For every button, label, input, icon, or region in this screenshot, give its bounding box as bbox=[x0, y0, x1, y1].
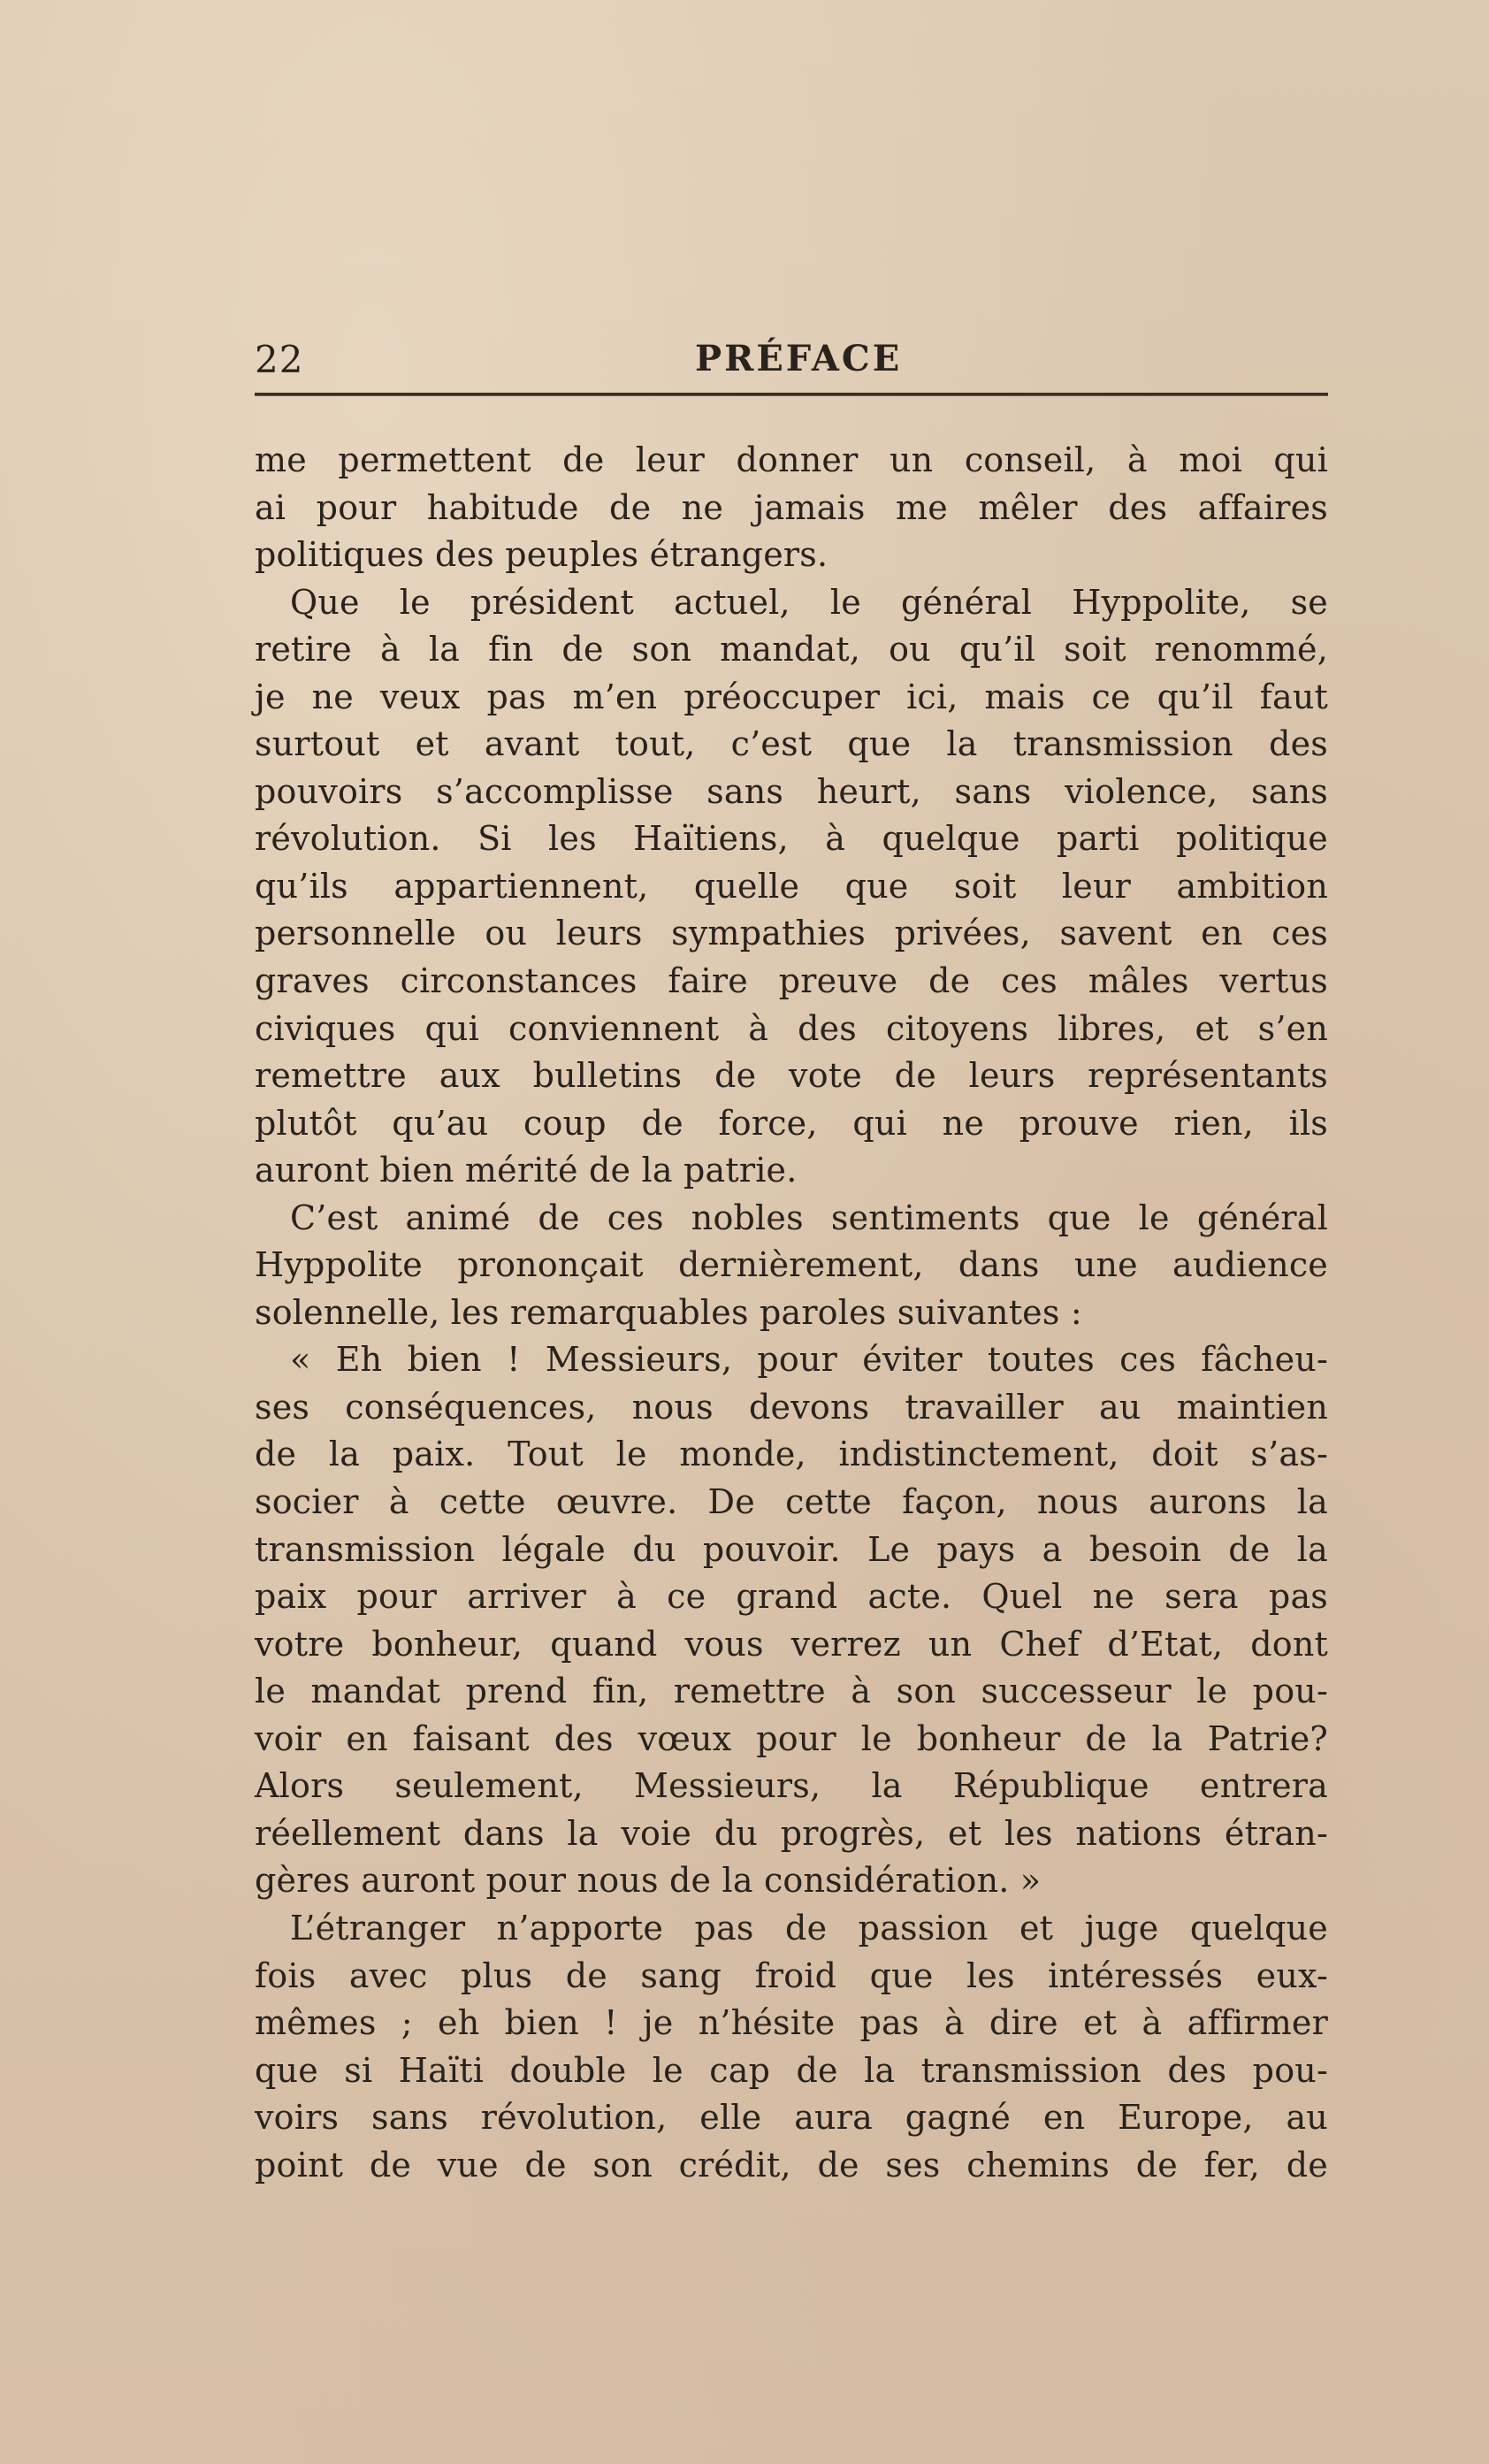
text-line: gères auront pour nous de la considération. » bbox=[255, 1861, 1042, 1901]
text-line: le mandat prend fin, remettre à son successeur le pou- bbox=[255, 1672, 1328, 1711]
text-line: remettre aux bulletins de vote de leurs représentants bbox=[255, 1056, 1328, 1096]
text-line: graves circonstances faire preuve de ces mâles vertus bbox=[255, 961, 1328, 1001]
text-line: politiques des peuples étrangers. bbox=[255, 535, 828, 575]
text-line: civiques qui conviennent à des citoyens libres, et s’en bbox=[255, 1008, 1328, 1048]
text-line: réellement dans la voie du progrès, et les nations étran- bbox=[255, 1813, 1328, 1853]
text-line: qu’ils appartiennent, quelle que soit leur ambition bbox=[255, 866, 1328, 906]
text-line: personnelle ou leurs sympathies privées, savent en ces bbox=[255, 914, 1328, 953]
page-number: 22 bbox=[255, 338, 304, 381]
text-line: je ne veux pas m’en préoccuper ici, mais ce qu’il faut bbox=[255, 677, 1328, 716]
page-header bbox=[255, 338, 1328, 391]
text-line: voir en faisant des vœux pour le bonheur de la Patrie? bbox=[255, 1718, 1328, 1758]
header-rule bbox=[255, 393, 1328, 396]
text-line: ai pour habitude de ne jamais me mêler des affaires bbox=[255, 487, 1328, 527]
text-line: que si Haïti double le cap de la transmission des pou- bbox=[255, 2050, 1328, 2090]
text-line: Hyppolite prononçait dernièrement, dans une audience bbox=[255, 1245, 1328, 1285]
text-line: Alors seulement, Messieurs, la République entrera bbox=[255, 1766, 1328, 1806]
text-line: solennelle, les remarquables paroles suivantes : bbox=[255, 1292, 1082, 1332]
text-line: révolution. Si les Haïtiens, à quelque parti politique bbox=[255, 819, 1328, 859]
running-title: PRÉFACE bbox=[695, 338, 903, 379]
text-line: surtout et avant tout, c’est que la transmission des bbox=[255, 724, 1328, 764]
text-line: transmission légale du pouvoir. Le pays a besoin de la bbox=[255, 1529, 1328, 1569]
text-line: mêmes ; eh bien ! je n’hésite pas à dire et à affirmer bbox=[255, 2003, 1328, 2043]
text-line: pouvoirs s’accomplisse sans heurt, sans violence, sans bbox=[255, 771, 1328, 811]
text-line: C’est animé de ces nobles sentiments que le général bbox=[290, 1198, 1328, 1237]
text-line: socier à cette œuvre. De cette façon, nous aurons la bbox=[255, 1482, 1328, 1522]
text-line: fois avec plus de sang froid que les intéressés eux- bbox=[255, 1955, 1328, 1995]
text-line: auront bien mérité de la patrie. bbox=[255, 1151, 798, 1190]
text-line: « Eh bien ! Messieurs, pour éviter toutes ces fâcheu- bbox=[290, 1340, 1328, 1380]
text-line: paix pour arriver à ce grand acte. Quel ne sera pas bbox=[255, 1577, 1328, 1617]
text-line: de la paix. Tout le monde, indistinctement, doit s’as- bbox=[255, 1435, 1328, 1474]
text-line: L’étranger n’apporte pas de passion et juge quelque bbox=[290, 1908, 1328, 1947]
text-line: me permettent de leur donner un conseil, à moi qui bbox=[255, 440, 1328, 479]
text-line: plutôt qu’au coup de force, qui ne prouve rien, ils bbox=[255, 1103, 1328, 1143]
text-line: ses conséquences, nous devons travailler au maintien bbox=[255, 1387, 1328, 1427]
text-line: votre bonheur, quand vous verrez un Chef d’Etat, dont bbox=[255, 1624, 1328, 1664]
text-line: point de vue de son crédit, de ses chemins de fer, de bbox=[255, 2145, 1328, 2185]
text-line: retire à la fin de son mandat, ou qu’il soit renommé, bbox=[255, 630, 1328, 670]
body-text bbox=[255, 437, 1328, 2189]
text-line: voirs sans révolution, elle aura gagné en Europe, au bbox=[255, 2098, 1328, 2138]
text-line: Que le président actuel, le général Hyppolite, se bbox=[290, 582, 1328, 622]
